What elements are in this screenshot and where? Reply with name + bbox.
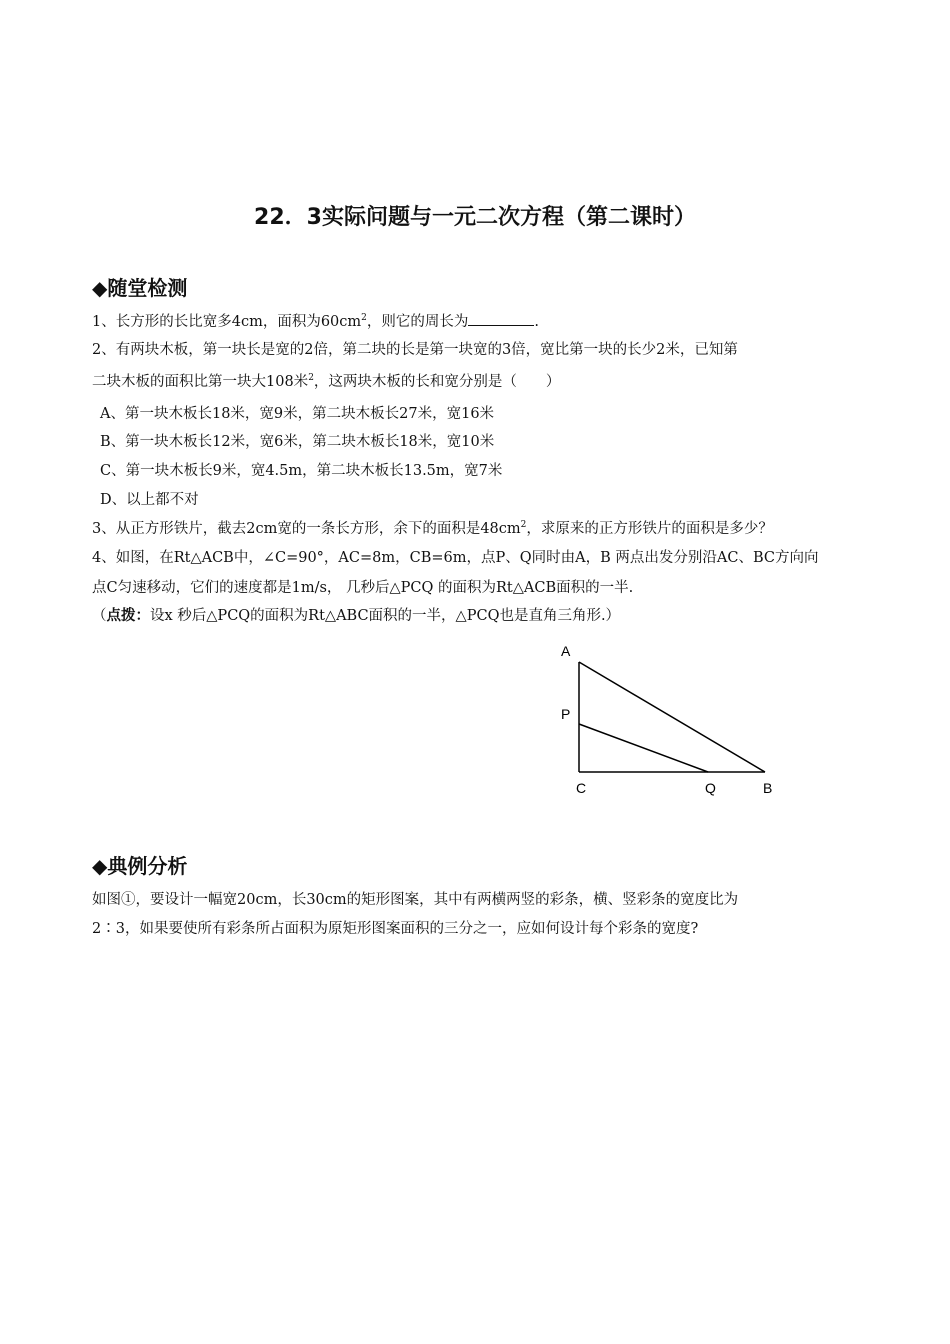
label-b: B xyxy=(763,780,773,796)
segment-pq xyxy=(579,724,708,772)
superscript: 2 xyxy=(520,520,527,531)
side-ab xyxy=(579,662,765,772)
option-d: D、以上都不对 xyxy=(100,492,199,508)
hint-label: 点拨： xyxy=(106,607,150,624)
triangle-figure xyxy=(545,640,805,800)
question-4-hint xyxy=(92,604,620,625)
superscript: 2 xyxy=(308,373,314,384)
question-1-text: 1、长方形的长比宽多4cm，面积为60cm xyxy=(92,314,362,330)
question-3-text-end: ，求原来的正方形铁片的面积是多少？ xyxy=(526,521,773,537)
option-a: A、第一块木板长18米，宽9米，第二块木板长27米，宽16米 xyxy=(100,406,495,422)
section-heading-practice: ◆随堂检测 xyxy=(92,276,188,300)
label-a: A xyxy=(561,643,571,659)
question-3 xyxy=(92,517,773,538)
question-1-text-mid: ，则它的周长为 xyxy=(366,314,469,330)
option-b: B、第一块木板长12米，宽6米，第二块木板长18米，宽10米 xyxy=(100,434,495,450)
question-1-end: . xyxy=(534,314,539,330)
question-2-text: 二块木板的面积比第一块大108米 xyxy=(92,374,309,390)
page-title: 22．3实际问题与一元二次方程（第二课时） xyxy=(254,205,696,230)
question-2-line-1: 2、有两块木板，第一块长是宽的2倍，第二块的长是第一块宽的3倍，宽比第一块的长少2米，已知第 xyxy=(92,342,738,358)
question-1 xyxy=(92,310,539,331)
superscript: 2 xyxy=(361,313,367,324)
label-c: C xyxy=(576,780,587,796)
example-line-2: 2∶3，如果要使所有彩条所占面积为原矩形图案面积的三分之一，应如何设计每个彩条的宽度? xyxy=(92,921,699,937)
question-2-text-end: ，这两块木板的长和宽分别是（ ） xyxy=(313,374,561,390)
question-4-line-1: 4、如图，在Rt△ACB中，∠C=90°，AC=8m，CB=6m，点P、Q同时由A，B 两点出发分别沿AC、BC方向向 xyxy=(92,550,819,566)
question-4-line-2: 点C匀速移动，它们的速度都是1m/s， 几秒后△PCQ 的面积为Rt△ACB面积的一半. xyxy=(92,580,634,596)
question-3-text: 3、从正方形铁片，截去2cm宽的一条长方形，余下的面积是48cm xyxy=(92,521,521,537)
hint-text: 设x 秒后△PCQ的面积为Rt△ABC面积的一半，△PCQ也是直角三角形.） xyxy=(150,608,621,624)
label-p: P xyxy=(561,706,571,722)
section-heading-examples: ◆典例分析 xyxy=(92,854,188,878)
example-line-1: 如图①，要设计一幅宽20cm，长30cm的矩形图案，其中有两横两竖的彩条，横、竖彩条的宽度比为 xyxy=(92,892,739,908)
hint-open: （ xyxy=(92,608,107,624)
label-q: Q xyxy=(705,780,716,796)
question-2-line-2 xyxy=(92,370,560,391)
answer-blank xyxy=(468,313,534,326)
option-c: C、第一块木板长9米，宽4.5m，第二块木板长13.5m，宽7米 xyxy=(100,463,503,479)
